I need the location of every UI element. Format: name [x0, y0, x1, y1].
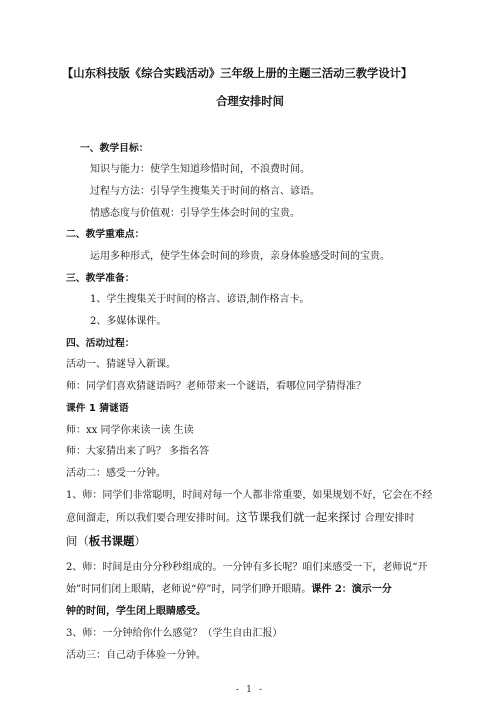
paragraph-1-line-2-part-a: 意间溜走，所以我们要合理安排时间。 — [66, 513, 236, 524]
paragraph-3: 3、师：一分钟给你什么感觉？（学生自由汇报） — [66, 628, 283, 639]
paragraph-2-line-2-part-a: 始”时同们闭上眼睛，老师说“停”时，同学们睁开眼睛。 — [66, 584, 312, 595]
paragraph-1-line-2-part-c: 合理安排时 — [361, 513, 415, 524]
courseware-2-label: 课件 2：演示一分 — [311, 584, 392, 595]
objectives-heading: 一、教学目标： — [80, 143, 149, 154]
paragraph-2-line-1: 2、师：时间是由分分秒秒组成的。一分钟有多长呢？咱们来感受一下，老师说“开 — [66, 562, 428, 573]
document-title: 【山东科技版《综合实践活动》三年级上册的主题三活动三教学设计】 — [62, 66, 413, 80]
paragraph-1-line-2 — [66, 511, 415, 525]
process-heading: 四、活动过程： — [66, 338, 135, 349]
preparation-item-1: 1、学生搜集关于时间的格言、谚语,制作格言卡。 — [90, 294, 310, 305]
objective-attitude: 情感态度与价值观：引导学生体会时间的宝贵。 — [90, 208, 300, 219]
keypoints-heading: 二、教学重难点： — [66, 229, 145, 240]
activity-2: 活动二：感受一分钟。 — [66, 468, 166, 479]
teacher-question-1: 师：同学们喜欢猜谜语吗？老师带来一个谜语，看哪位同学猜得准？ — [66, 381, 366, 392]
guess-line: 师：大家猜出来了吗？ 多指名答 — [66, 446, 210, 457]
preparation-heading: 三、教学准备： — [66, 273, 135, 284]
board-title-label: 板书课题 — [88, 534, 135, 548]
paragraph-2-line-3: 钟的时间，学生闭上眼睛感受。 — [66, 606, 206, 617]
paragraph-1-line-3-part-a: 间（ — [66, 534, 89, 548]
courseware-1-label: 课件 1 猜谜语 — [66, 403, 129, 414]
objective-process: 过程与方法：引导学生搜集关于时间的格言、谚语。 — [90, 186, 320, 197]
keypoints-text: 运用多种形式，使学生体会时间的珍贵，亲身体验感受时间的宝贵。 — [90, 251, 390, 262]
lesson-title: 合理安排时间 — [216, 94, 284, 108]
activity-3: 活动三：自己动手体验一分钟。 — [66, 650, 206, 661]
preparation-item-2: 2、多媒体课件。 — [90, 316, 167, 327]
paragraph-1-line-3 — [66, 535, 146, 548]
read-line: 师：xx 同学你来读一读 生读 — [66, 425, 194, 436]
activity-1: 活动一、猜谜导入新课。 — [66, 359, 176, 370]
paragraph-1-line-2-part-b: 这节课我们就一起来探讨 — [236, 510, 362, 524]
paragraph-1-line-3-part-c: ） — [134, 534, 146, 548]
objective-knowledge: 知识与能力：使学生知道珍惜时间，不浪费时间。 — [90, 164, 310, 175]
paragraph-2-line-2 — [66, 583, 392, 596]
page-number: - 1 - — [235, 684, 265, 695]
paragraph-1-line-1: 1、师：同学们非常聪明，时间对每一个人都非常重要，如果规划不好，它会在不经 — [66, 490, 433, 501]
